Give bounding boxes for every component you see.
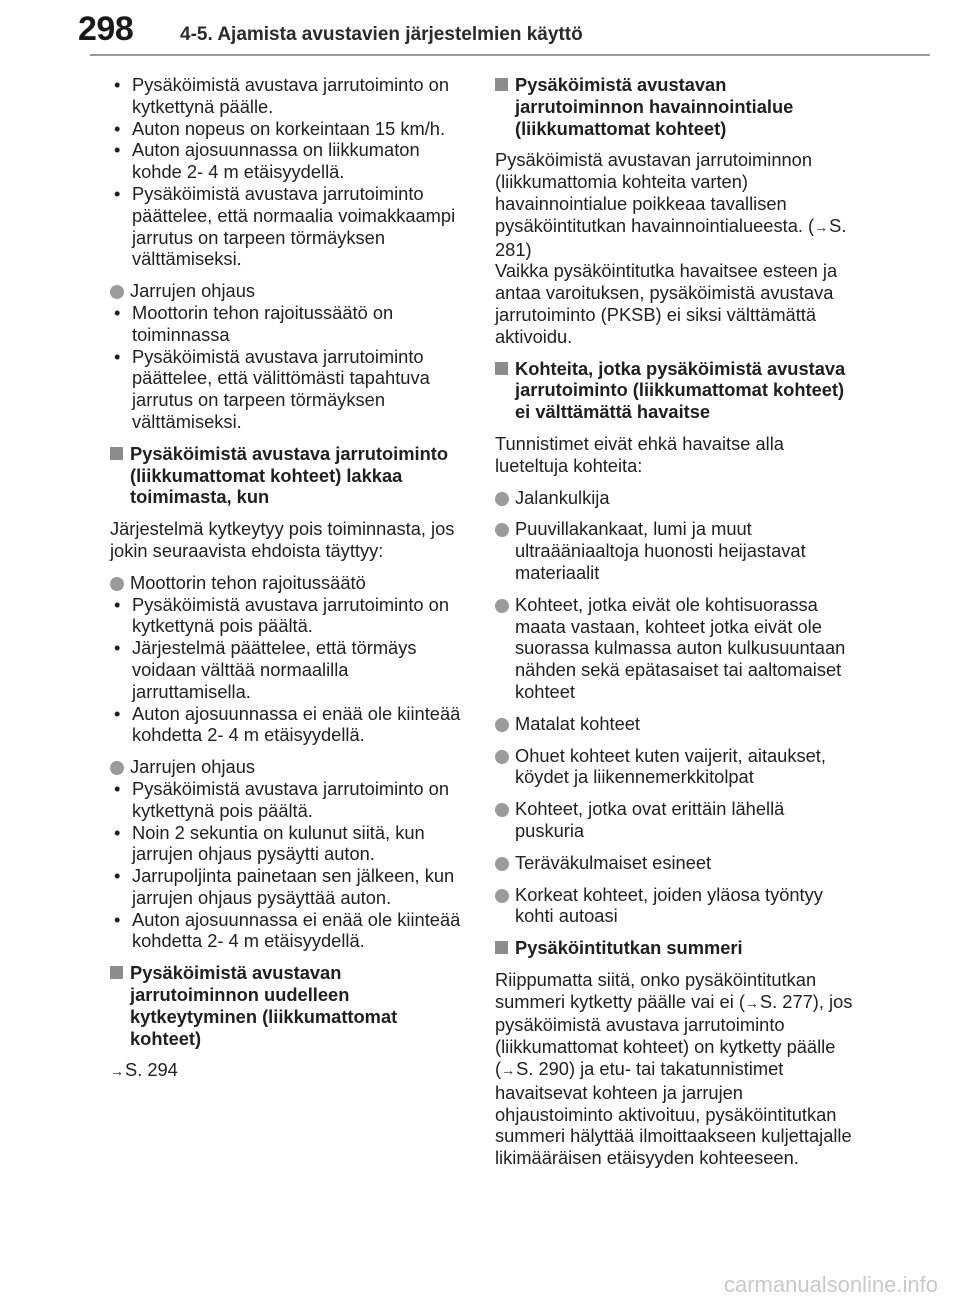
arrow-right-icon: →: [744, 994, 759, 1011]
list-item: • Pysäköimistä avustava jarrutoiminto on kytkettynä päälle.: [110, 74, 470, 118]
square-bullet-icon: [495, 941, 508, 954]
list-item: • Pysäköimistä avustava jarrutoiminto päättelee, että välittömästi tapahtuva jarrutus on tarpeen törmäyksen välttämiseksi.: [110, 346, 470, 433]
circle-bullet-icon: [110, 285, 124, 299]
bullet-item: Korkeat kohteet, joiden yläosa työntyy kohti autoasi: [495, 884, 855, 928]
bullet-item: Moottorin tehon rajoitussäätö: [110, 572, 470, 594]
list-item: • Jarrupoljinta painetaan sen jälkeen, kun jarrujen ohjaus pysäyttää auton.: [110, 865, 470, 909]
bullet-item: Kohteet, jotka eivät ole kohtisuorassa maata vastaan, kohteet jotka eivät ole suorassa kulmassa auton kulkusuuntaan nähden sekä epätasaiset tai aaltomaiset kohteet: [495, 594, 855, 703]
list-item: • Noin 2 sekuntia on kulunut siitä, kun jarrujen ohjaus pysäytti auton.: [110, 822, 470, 866]
bullet-item: Puuvillakankaat, lumi ja muut ultraääniaaltoja huonosti heijastavat materiaalit: [495, 518, 855, 583]
square-bullet-icon: [110, 447, 123, 460]
list-item: • Auton nopeus on korkeintaan 15 km/h.: [110, 118, 470, 140]
paragraph: Riippumatta siitä, onko pysäköintitutkan summeri kytketty päälle vai ei (→S. 277), jos pysäköimistä avustava jarrutoiminto (liikkumattomat kohteet) on kytketty päälle (→S. 290) ja etu- tai takatunnistimet havaitsevat kohteen ja jarrujen ohjaustoiminto aktivoituu, pysäköintitutkan summeri hälyttää ilmoittaakseen kuljettajalle likimääräisen etäisyyden kohteeseen.: [495, 968, 853, 1169]
circle-bullet-icon: [110, 577, 124, 591]
right-column: [495, 74, 855, 1179]
section-heading: Pysäköimistä avustavan jarrutoiminnon havainnointialue (liikkumattomat kohteet): [495, 74, 855, 139]
list-item: • Pysäköimistä avustava jarrutoiminto päättelee, että normaalia voimakkaampi jarrutus on tarpeen törmäyksen välttämiseksi.: [110, 183, 470, 270]
circle-bullet-icon: [495, 857, 509, 871]
circle-bullet-icon: [495, 750, 509, 764]
page-reference: →S. 294: [110, 1059, 178, 1081]
list-item: • Pysäköimistä avustava jarrutoiminto on kytkettynä pois päältä.: [110, 778, 470, 822]
page-header: [0, 0, 960, 70]
left-column: [110, 74, 470, 1093]
list-item: • Auton ajosuunnassa ei enää ole kiinteää kohdetta 2- 4 m etäisyydellä.: [110, 909, 470, 953]
paragraph: Järjestelmä kytkeytyy pois toiminnasta, jos jokin seuraavista ehdoista täyttyy:: [110, 518, 455, 561]
square-bullet-icon: [495, 362, 508, 375]
bullet-item: Matalat kohteet: [495, 713, 855, 735]
list-item: • Auton ajosuunnassa ei enää ole kiinteää kohdetta 2- 4 m etäisyydellä.: [110, 703, 470, 747]
list-item: • Järjestelmä päättelee, että törmäys voidaan välttää normaalilla jarruttamisella.: [110, 637, 470, 702]
engine-limit-group: [110, 572, 470, 746]
section-heading: Pysäköimistä avustava jarrutoiminto (liikkumattomat kohteet) lakkaa toimimasta, kun: [110, 443, 470, 508]
bullet-item: Teräväkulmaiset esineet: [495, 852, 855, 874]
section-heading: Pysäköimistä avustavan jarrutoiminnon uudelleen kytkeytyminen (liikkumattomat kohteet): [110, 962, 470, 1049]
circle-bullet-icon: [495, 492, 509, 506]
section-heading: Pysäköintitutkan summeri: [495, 937, 855, 959]
arrow-right-icon: →: [814, 218, 829, 235]
bullet-item: Ohuet kohteet kuten vaijerit, aitaukset, köydet ja liikennemerkkitolpat: [495, 745, 855, 789]
paragraph: Pysäköimistä avustavan jarrutoiminnon (liikkumattomia kohteita varten) havainnointialue poikkeaa tavallisen pysäköintitutkan havainnointialueesta. (→S. 281): [495, 149, 847, 260]
circle-bullet-icon: [495, 523, 509, 537]
paragraph: Vaikka pysäköintitutka havaitsee esteen ja antaa varoituksen, pysäköimistä avustava jarrutoiminto (PKSB) ei siksi välttämättä aktivoidu.: [495, 260, 838, 347]
circle-bullet-icon: [495, 889, 509, 903]
circle-bullet-icon: [495, 718, 509, 732]
circle-bullet-icon: [495, 599, 509, 613]
list-item: • Auton ajosuunnassa on liikkumaton kohde 2- 4 m etäisyydellä.: [110, 139, 470, 183]
undetected-section: [495, 358, 855, 423]
square-bullet-icon: [495, 78, 508, 91]
detect-section: [495, 74, 855, 139]
arrow-right-icon: →: [110, 1063, 124, 1080]
paragraph: Tunnistimet eivät ehkä havaitse alla lueteltuja kohteita:: [495, 432, 784, 476]
arrow-right-icon: →: [501, 1062, 516, 1079]
intro-conditions-list: [110, 74, 470, 270]
square-bullet-icon: [110, 966, 123, 979]
page-number: 298: [78, 10, 134, 48]
brake-control-group-2: [110, 756, 470, 952]
circle-bullet-icon: [495, 803, 509, 817]
bullet-item: Kohteet, jotka ovat erittäin lähellä puskuria: [495, 798, 855, 842]
bullet-item: Jarrujen ohjaus: [110, 280, 470, 302]
header-divider: [90, 54, 930, 56]
circle-bullet-icon: [110, 761, 124, 775]
stop-section: [110, 443, 470, 508]
bullet-item: Jarrujen ohjaus: [110, 756, 470, 778]
section-title: 4-5. Ajamista avustavien järjestelmien käyttö: [180, 24, 583, 45]
bullet-item: Jalankulkija: [495, 487, 855, 509]
list-item: • Moottorin tehon rajoitussäätö on toiminnassa: [110, 302, 470, 346]
reactivate-section: [110, 962, 470, 1049]
watermark: carmanualsonline.info: [723, 1272, 938, 1297]
list-item: • Pysäköimistä avustava jarrutoiminto on kytkettynä pois päältä.: [110, 594, 470, 638]
brake-control-group-1: [110, 280, 470, 433]
section-heading: Kohteita, jotka pysäköimistä avustava jarrutoiminto (liikkumattomat kohteet) ei välttämättä havaitse: [495, 358, 855, 423]
buzzer-section: [495, 937, 855, 959]
